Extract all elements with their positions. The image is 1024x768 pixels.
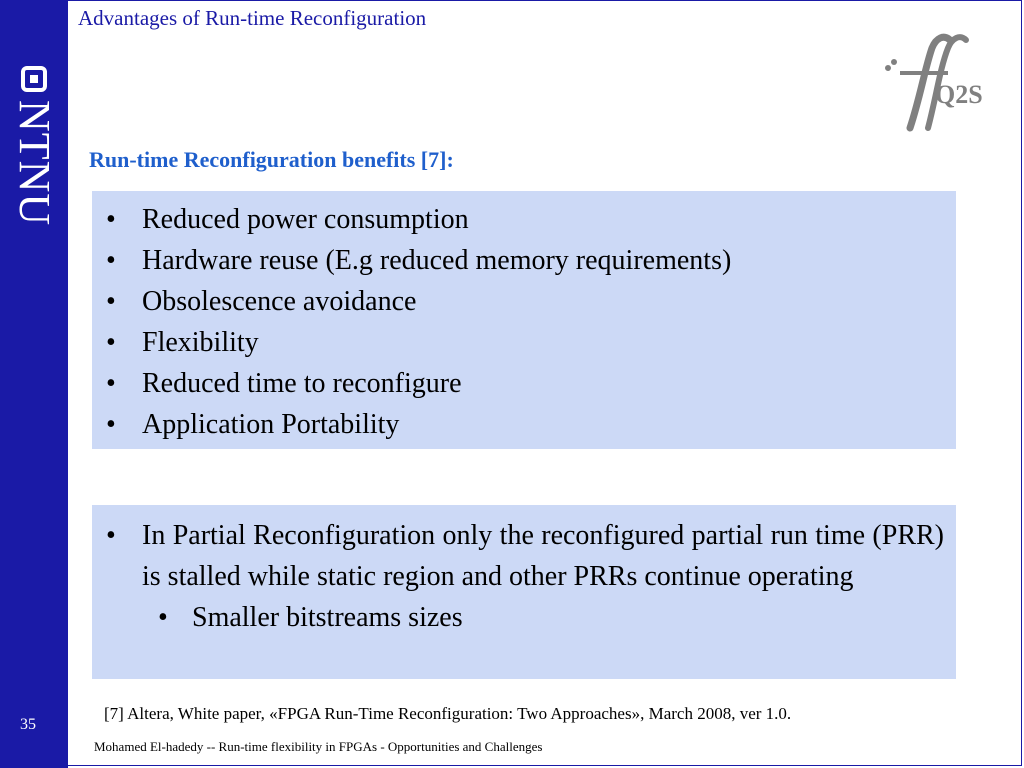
section-heading: Run-time Reconfiguration benefits [7]: <box>89 147 454 172</box>
list-item: • Hardware reuse (E.g reduced memory requirements) <box>102 240 946 281</box>
slide-title: Advantages of Run-time Reconfiguration <box>78 6 427 30</box>
sub-list-item: • Smaller bitstreams sizes <box>102 597 944 638</box>
list-item: • Reduced time to reconfigure <box>102 363 946 404</box>
slide-number: 35 <box>20 716 36 733</box>
list-item: • Flexibility <box>102 322 946 363</box>
list-item: • Reduced power consumption <box>102 199 946 240</box>
list-item: • In Partial Reconfiguration only the reconfigured partial run time (PRR) is stalled while static region and other PRRs continue operating <box>102 515 944 597</box>
ntnu-sidebar <box>0 0 68 768</box>
list-item: • Application Portability <box>102 404 946 445</box>
benefits-list <box>102 199 946 445</box>
partial-reconfig-list <box>102 515 944 638</box>
ntnu-logo-icon <box>21 66 47 92</box>
list-item: • Obsolescence avoidance <box>102 281 946 322</box>
footer-text: Mohamed El-hadedy -- Run-time flexibility in FPGAs - Opportunities and Challenges <box>94 739 543 754</box>
reference-note: [7] Altera, White paper, «FPGA Run-Time Reconfiguration: Two Approaches», March 2008, ver 1.0. <box>104 704 792 723</box>
partial-reconfig-box <box>92 505 956 679</box>
q2s-logo-text: Q2S <box>935 80 983 109</box>
ntnu-logo-text: NTNU <box>10 100 59 227</box>
benefits-box <box>92 191 956 449</box>
